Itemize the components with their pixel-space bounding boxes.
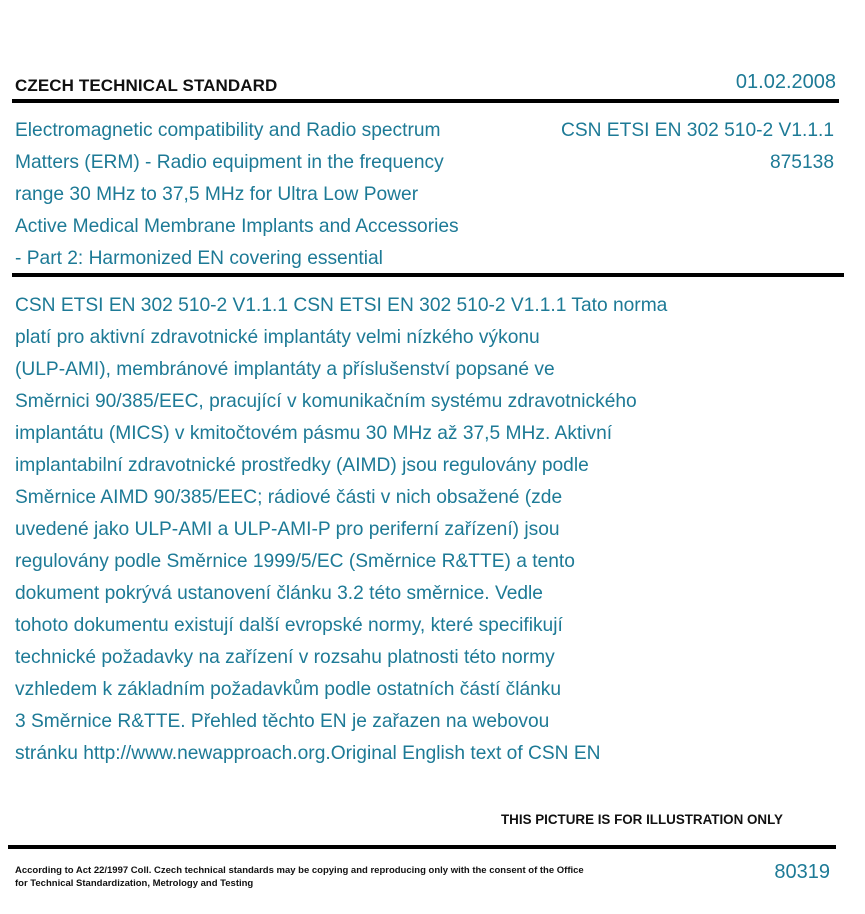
body-line: platí pro aktivní zdravotnické implantáty velmi nízkého výkonu	[15, 327, 540, 348]
title-line: Electromagnetic compatibility and Radio spectrum	[15, 120, 441, 141]
legal-line: According to Act 22/1997 Coll. Czech technical standards may be copying and reproducing only with the consent of the Office	[15, 865, 584, 876]
standard-title	[15, 115, 525, 275]
body-line: uvedené jako ULP-AMI a ULP-AMI-P pro periferní zařízení) jsou	[15, 519, 560, 540]
body-line: (ULP-AMI), membránové implantáty a příslušenství popsané ve	[15, 359, 555, 380]
body-line: regulovány podle Směrnice 1999/5/EC (Směrnice R&TTE) a tento	[15, 551, 575, 572]
publication-date: 01.02.2008	[735, 71, 836, 93]
document-header-title: CZECH TECHNICAL STANDARD	[15, 76, 278, 95]
standard-code: CSN ETSI EN 302 510-2 V1.1.1	[560, 120, 834, 141]
title-line: - Part 2: Harmonized EN covering essential	[15, 248, 383, 269]
standard-description	[15, 290, 775, 770]
body-line: dokument pokrývá ustanovení článku 3.2 této směrnice. Vedle	[15, 583, 543, 604]
catalog-number: 875138	[769, 152, 834, 173]
body-line: Směrnici 90/385/EEC, pracující v komunikačním systému zdravotnického	[15, 391, 637, 412]
body-line: tohoto dokumentu existují další evropské normy, které specifikují	[15, 615, 563, 636]
body-line: CSN ETSI EN 302 510-2 V1.1.1 CSN ETSI EN 302 510-2 V1.1.1 Tato norma	[15, 295, 668, 316]
body-line: 3 Směrnice R&TTE. Přehled těchto EN je zařazen na webovou	[15, 711, 550, 732]
title-divider	[12, 273, 844, 277]
standard-identifiers	[514, 115, 834, 179]
title-line: Active Medical Membrane Implants and Accessories	[15, 216, 459, 237]
body-line: Směrnice AIMD 90/385/EEC; rádiové části v nich obsažené (zde	[15, 487, 563, 508]
body-line: stránku http://www.newapproach.org.Original English text of CSN EN	[15, 743, 601, 764]
legal-notice	[15, 864, 584, 890]
header-divider	[12, 99, 839, 103]
body-line: implantátu (MICS) v kmitočtovém pásmu 30 MHz až 37,5 MHz. Aktivní	[15, 423, 613, 444]
legal-line: for Technical Standardization, Metrology and Testing	[15, 878, 254, 889]
body-line: vzhledem k základním požadavkům podle ostatních částí článku	[15, 679, 562, 700]
illustration-disclaimer: THIS PICTURE IS FOR ILLUSTRATION ONLY	[501, 812, 783, 827]
title-line: Matters (ERM) - Radio equipment in the frequency	[15, 152, 444, 173]
body-line: implantabilní zdravotnické prostředky (AIMD) jsou regulovány podle	[15, 455, 589, 476]
title-line: range 30 MHz to 37,5 MHz for Ultra Low Power	[15, 184, 419, 205]
body-line: technické požadavky na zařízení v rozsahu platnosti této normy	[15, 647, 555, 668]
footer-divider	[8, 845, 836, 849]
footer-code: 80319	[774, 861, 830, 883]
